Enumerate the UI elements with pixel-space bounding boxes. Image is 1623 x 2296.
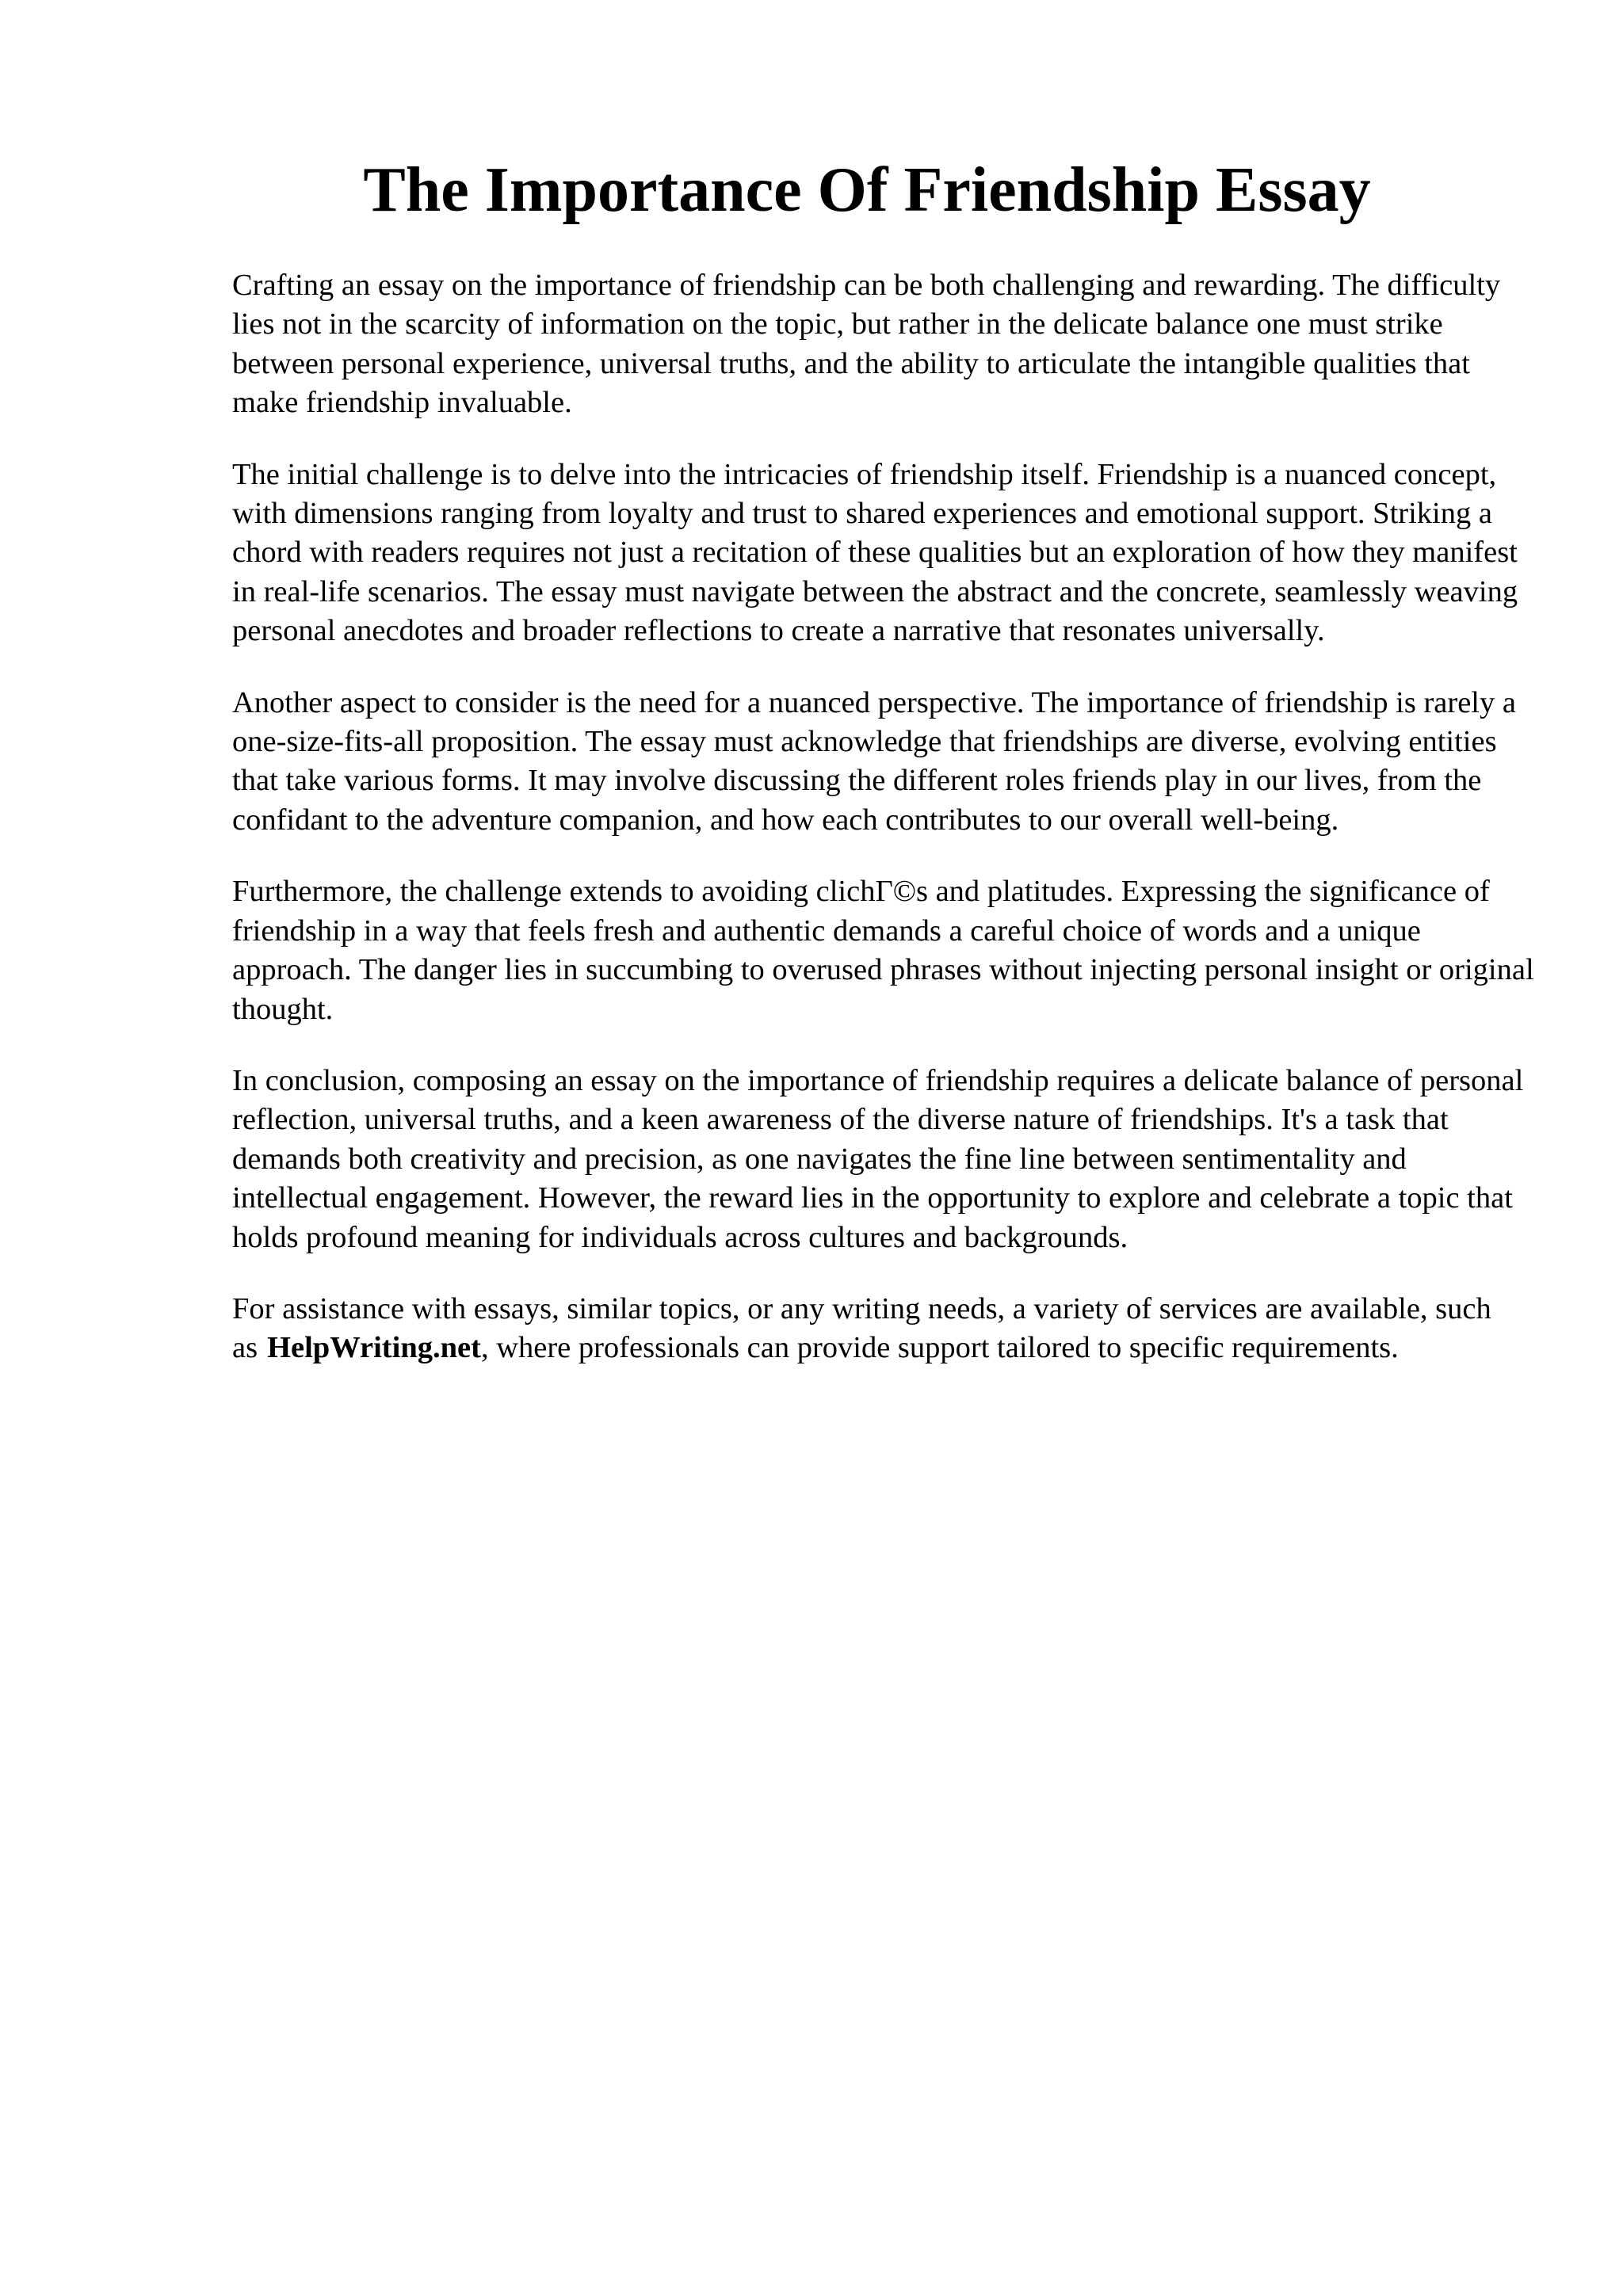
closing-text-before-link: For assistance with essays, similar topics, or any writing needs, a variety of services are available, such as bbox=[232, 1291, 1491, 1365]
essay-title: The Importance Of Friendship Essay bbox=[363, 155, 1371, 225]
paragraph-initial-challenge: The initial challenge is to delve into the intricacies of friendship itself. Friendship is a nuanced concept, with dimensions ranging from loyalty and trust to shared experiences and emotional support. Striking a chord with readers requires not just a recitation of these qualities but an exploration of how they manifest in real-life scenarios. The essay must navigate between the abstract and the concrete, seamlessly weaving personal anecdotes and broader reflections to create a narrative that resonates universally. bbox=[232, 457, 1518, 648]
paragraph-conclusion: In conclusion, composing an essay on the importance of friendship requires a delicate balance of personal reflection, universal truths, and a keen awareness of the diverse nature of friendships. It's a task that demands both creativity and precision, as one navigates the fine line between sentimentality and intellectual engagement. However, the reward lies in the opportunity to explore and celebrate a topic that holds profound meaning for individuals across cultures and backgrounds. bbox=[232, 1063, 1524, 1254]
closing-text-after-link: , where professionals can provide support tailored to specific requirements. bbox=[480, 1331, 1399, 1365]
paragraph-closing bbox=[232, 1290, 1540, 1368]
paragraph-cliches: Furthermore, the challenge extends to avoiding clichΓ©s and platitudes. Expressing the significance of friendship in a way that feels fresh and authentic demands a careful choice of words and a unique approach. The danger lies in succumbing to overused phrases without injecting personal insight or original thought. bbox=[232, 875, 1534, 1026]
paragraph-intro: Crafting an essay on the importance of friendship can be both challenging and rewarding. The difficulty lies not in the scarcity of information on the topic, but rather in the delicate balance one must strike between personal experience, universal truths, and the ability to articulate the intangible qualities that make friendship invaluable. bbox=[232, 269, 1501, 420]
paragraph-nuanced-perspective: Another aspect to consider is the need for a nuanced perspective. The importance of friendship is rarely a one-size-fits-all proposition. The essay must acknowledge that friendships are diverse, evolving entities that take various forms. It may involve discussing the different roles friends play in our lives, from the confidant to the adventure companion, and how each contributes to our overall well-being. bbox=[232, 685, 1516, 837]
helpwriting-link[interactable]: HelpWriting.net bbox=[267, 1331, 481, 1365]
essay-body bbox=[232, 266, 1540, 1401]
